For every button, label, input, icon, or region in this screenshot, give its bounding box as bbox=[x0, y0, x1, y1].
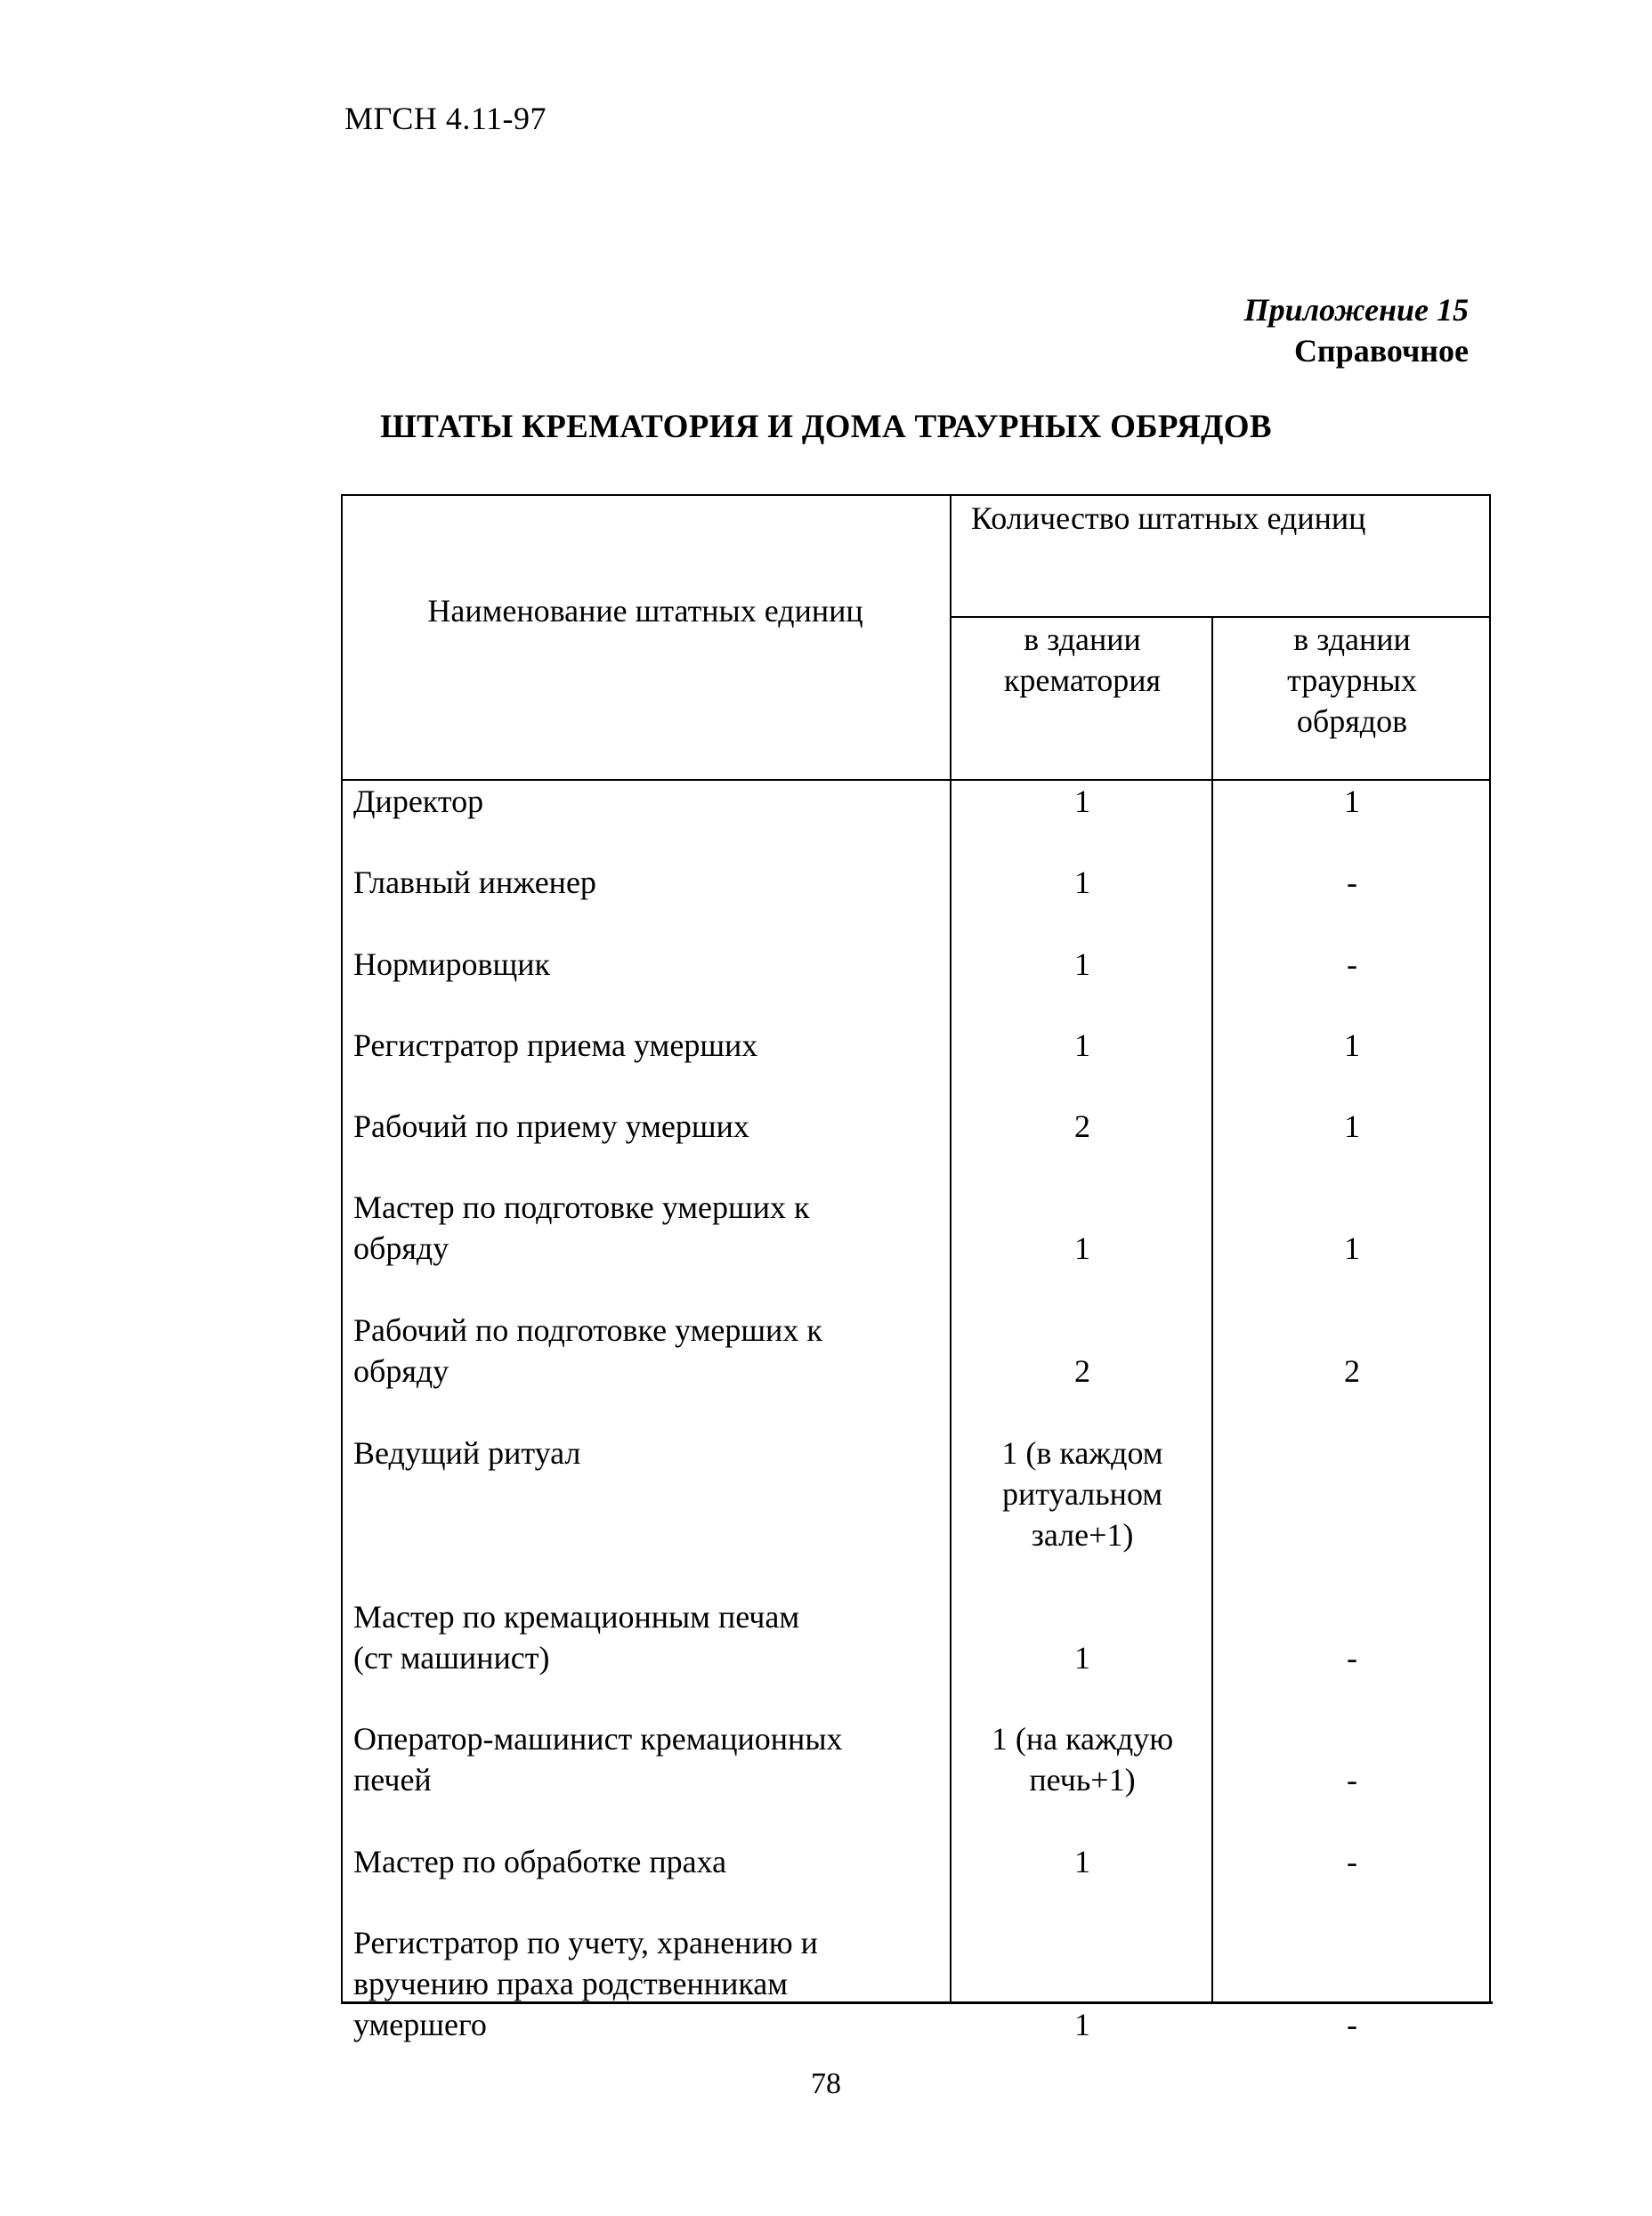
table-row-name: Рабочий по подготовке умерших к обряду bbox=[353, 1312, 822, 1389]
table-row-name: Мастер по кремационным печам (ст машинист) bbox=[353, 1599, 800, 1676]
table-row-name: Нормировщик bbox=[353, 946, 550, 982]
column-header-quantity: Количество штатных единиц bbox=[971, 500, 1366, 536]
table-row-crematorium-count: 1 bbox=[1074, 1640, 1090, 1676]
staff-table bbox=[341, 494, 1491, 2042]
page-number: 78 bbox=[811, 2067, 841, 2100]
table-row-name: Директор bbox=[353, 783, 484, 819]
table-row-crematorium-count: 1 bbox=[1074, 783, 1090, 819]
table-row-funeral-home-count: 1 bbox=[1344, 1027, 1360, 1063]
table-row-crematorium-count: 1 bbox=[1074, 946, 1090, 982]
table-row-funeral-home-count: 1 bbox=[1344, 1108, 1360, 1144]
table-row-funeral-home-count: - bbox=[1347, 946, 1357, 982]
column-header-funeral-home: в здании траурных обрядов bbox=[1287, 621, 1417, 739]
table-row-name: Регистратор приема умерших bbox=[353, 1027, 758, 1063]
appendix-label: Приложение 15 bbox=[1243, 292, 1469, 328]
column-header-name: Наименование штатных единиц bbox=[427, 593, 863, 629]
table-row-crematorium-count: 1 bbox=[1074, 864, 1090, 900]
table-row-crematorium-count: 1 bbox=[1074, 1230, 1090, 1266]
table-row-crematorium-count: 1 bbox=[1074, 2007, 1090, 2042]
table-row-funeral-home-count: - bbox=[1347, 864, 1357, 900]
table-row-name: Мастер по подготовке умерших к обряду bbox=[353, 1189, 810, 1266]
appendix-type: Справочное bbox=[1293, 333, 1469, 369]
table-row-crematorium-count: 1 bbox=[1074, 1844, 1090, 1879]
table-row-funeral-home-count: - bbox=[1347, 1640, 1357, 1676]
table-border-left bbox=[341, 494, 343, 2003]
table-row-funeral-home-count: 2 bbox=[1344, 1353, 1360, 1389]
column-divider-1 bbox=[950, 494, 952, 2003]
table-row-crematorium-count: 2 bbox=[1074, 1353, 1090, 1389]
table-row-crematorium-count: 1 (в каждом ритуальном зале+1) bbox=[1001, 1435, 1163, 1553]
table-row-funeral-home-count: - bbox=[1347, 1844, 1357, 1879]
table-row-crematorium-count: 1 bbox=[1074, 1027, 1090, 1063]
table-row-name: Рабочий по приему умерших bbox=[353, 1108, 749, 1144]
table-row-funeral-home-count: - bbox=[1347, 1762, 1357, 1798]
table-row-funeral-home-count: 1 bbox=[1344, 1230, 1360, 1266]
appendix-block bbox=[1244, 289, 1469, 371]
document-title: ШТАТЫ КРЕМАТОРИЯ И ДОМА ТРАУРНЫХ ОБРЯДОВ bbox=[380, 409, 1272, 445]
table-row-name: Главный инженер bbox=[353, 864, 596, 900]
table-row-name: Оператор-машинист кремационных печей bbox=[353, 1721, 843, 1798]
column-header-crematorium: в здании крематория bbox=[1003, 621, 1162, 698]
table-row-funeral-home-count: - bbox=[1347, 2007, 1357, 2042]
table-border-right bbox=[1489, 494, 1491, 2003]
table-row-name: Мастер по обработке праха bbox=[353, 1844, 727, 1879]
column-divider-2 bbox=[1211, 616, 1213, 2003]
table-row-crematorium-count: 2 bbox=[1074, 1108, 1090, 1144]
table-row-name: Регистратор по учету, хранению и вручению праха родственникам умершего bbox=[353, 1925, 818, 2042]
table-row-crematorium-count: 1 (на каждую печь+1) bbox=[991, 1721, 1174, 1798]
table-border-top bbox=[341, 494, 1491, 496]
document-code: МГСН 4.11-97 bbox=[344, 101, 547, 136]
table-row-funeral-home-count: 1 bbox=[1344, 783, 1360, 819]
header-divider-qty bbox=[950, 616, 1491, 618]
table-row-name: Ведущий ритуал bbox=[353, 1435, 581, 1471]
